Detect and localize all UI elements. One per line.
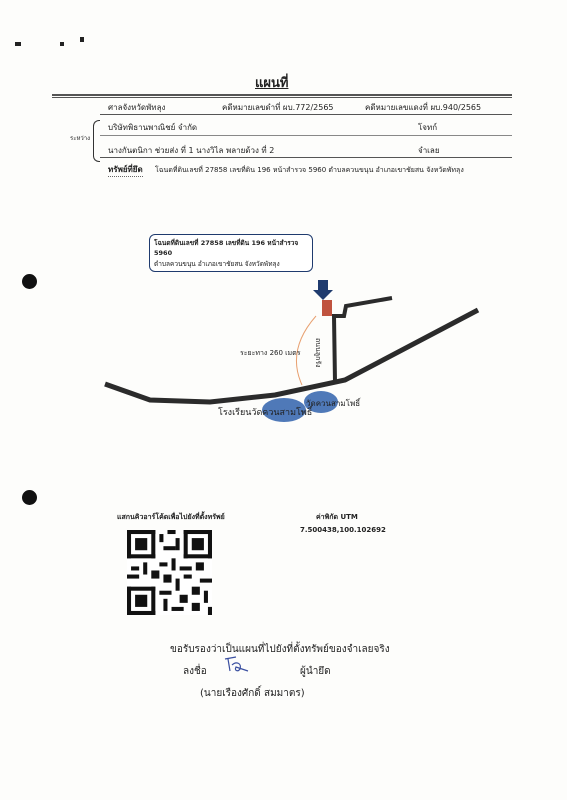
page-title: แผนที่ [255, 76, 289, 91]
utm-coordinates: 7.500438,100.102692 [300, 526, 386, 534]
certification-text: ขอรับรองว่าเป็นแผนที่ไปยังที่ตั้งทรัพย์ของจำเลยจริง [170, 644, 390, 655]
between-label: ระหว่าง [70, 135, 91, 142]
plaintiff-name: บริษัทพิธานพาณิชย์ จำกัด [108, 123, 198, 132]
school-label: โรงเรียนวัดควนสามโพธิ์ [218, 408, 313, 418]
road-label: ถนนลูกรัง [314, 338, 322, 368]
location-qr-code[interactable] [127, 530, 212, 615]
property-marker [322, 300, 332, 316]
callout-line1: โฉนดที่ดินเลขที่ 27858 เลขที่ดิน 196 หน้าสำรวจ 5960 [154, 239, 299, 258]
plaintiff-role: โจทก์ [418, 123, 438, 132]
qr-caption: แสกนคิวอาร์โค้ดเพื่อไปยังที่ตั้งทรัพย์ [117, 513, 225, 521]
property-description: โฉนดที่ดินเลขที่ 27858 เลขที่ดิน 196 หน้าสำรวจ 5960 ตำบลควนขนุน อำเภอเขาชัยสน จังหวัดพัทลุง [155, 166, 464, 174]
red-case-number: คดีหมายเลขแดงที่ ผบ.940/2565 [365, 103, 482, 112]
handwritten-signature [222, 655, 258, 675]
utm-label: ค่าพิกัด UTM [316, 513, 358, 521]
court-name: ศาลจังหวัดพัทลุง [108, 103, 166, 112]
sign-label: ลงชื่อ [183, 666, 207, 677]
signer-name: (นายเรืองศักดิ์ สมมาตร) [200, 688, 305, 699]
distance-label: ระยะทาง 260 เมตร [240, 349, 301, 357]
signer-role: ผู้นำยึด [300, 666, 331, 677]
property-callout [149, 234, 313, 272]
black-case-number: คดีหมายเลขดำที่ ผบ.772/2565 [222, 103, 334, 112]
callout-arrow [313, 280, 333, 300]
defendant-name: นางกันตนิกา ช่วยส่ง ที่ 1 นางวิไล พลายด้วง ที่ 2 [108, 146, 275, 155]
temple-label: วัดควนสามโพธิ์ [306, 399, 361, 408]
callout-line2: ตำบลควนขนุน อำเภอเขาชัยสน จังหวัดพัทลุง [154, 259, 280, 268]
qr-code-pattern [127, 530, 212, 615]
defendant-role: จำเลย [418, 146, 440, 155]
property-label: ทรัพย์ที่ยึด [108, 163, 143, 177]
